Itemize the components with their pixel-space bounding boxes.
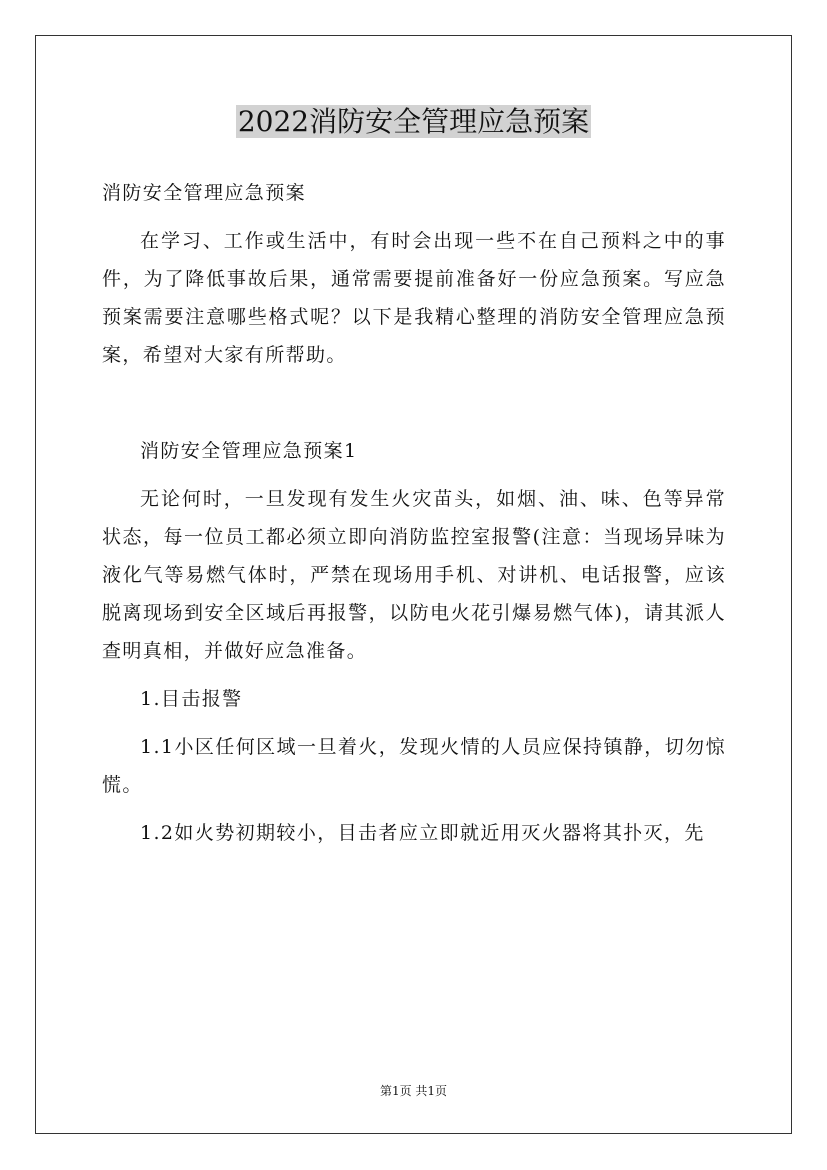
item-paragraph-1-1: 1.1小区任何区域一旦着火，发现火情的人员应保持镇静，切勿惊慌。 — [102, 736, 726, 796]
intro-paragraph: 在学习、工作或生活中，有时会出现一些不在自己预料之中的事件，为了降低事故后果，通常需要提前准备好一份应急预案。写应急预案需要注意哪些格式呢？以下是我精心整理的消防安全管理应急预案，希望对大家有所帮助。 — [102, 230, 726, 366]
item-heading-1: 1.目击报警 — [140, 688, 243, 710]
document-title-text: 2022消防安全管理应急预案 — [237, 105, 590, 138]
document-title — [0, 102, 827, 142]
document-subtitle: 消防安全管理应急预案 — [102, 182, 307, 204]
section-body-paragraph: 无论何时，一旦发现有发生火灾苗头，如烟、油、味、色等异常状态，每一位员工都必须立即向消防监控室报警(注意：当现场异味为液化气等易燃气体时，严禁在现场用手机、对讲机、电话报警，应该脱离现场到安全区域后再报警，以防电火花引爆易燃气体)，请其派人查明真相，并做好应急准备。 — [102, 488, 726, 662]
page-footer: 第1页 共1页 — [379, 1084, 448, 1098]
blank-line — [102, 384, 726, 432]
item-paragraph-1-2: 1.2如火势初期较小，目击者应立即就近用灭火器将其扑灭，先 — [140, 822, 705, 844]
document-body — [102, 174, 726, 862]
section-heading: 消防安全管理应急预案1 — [140, 440, 358, 462]
